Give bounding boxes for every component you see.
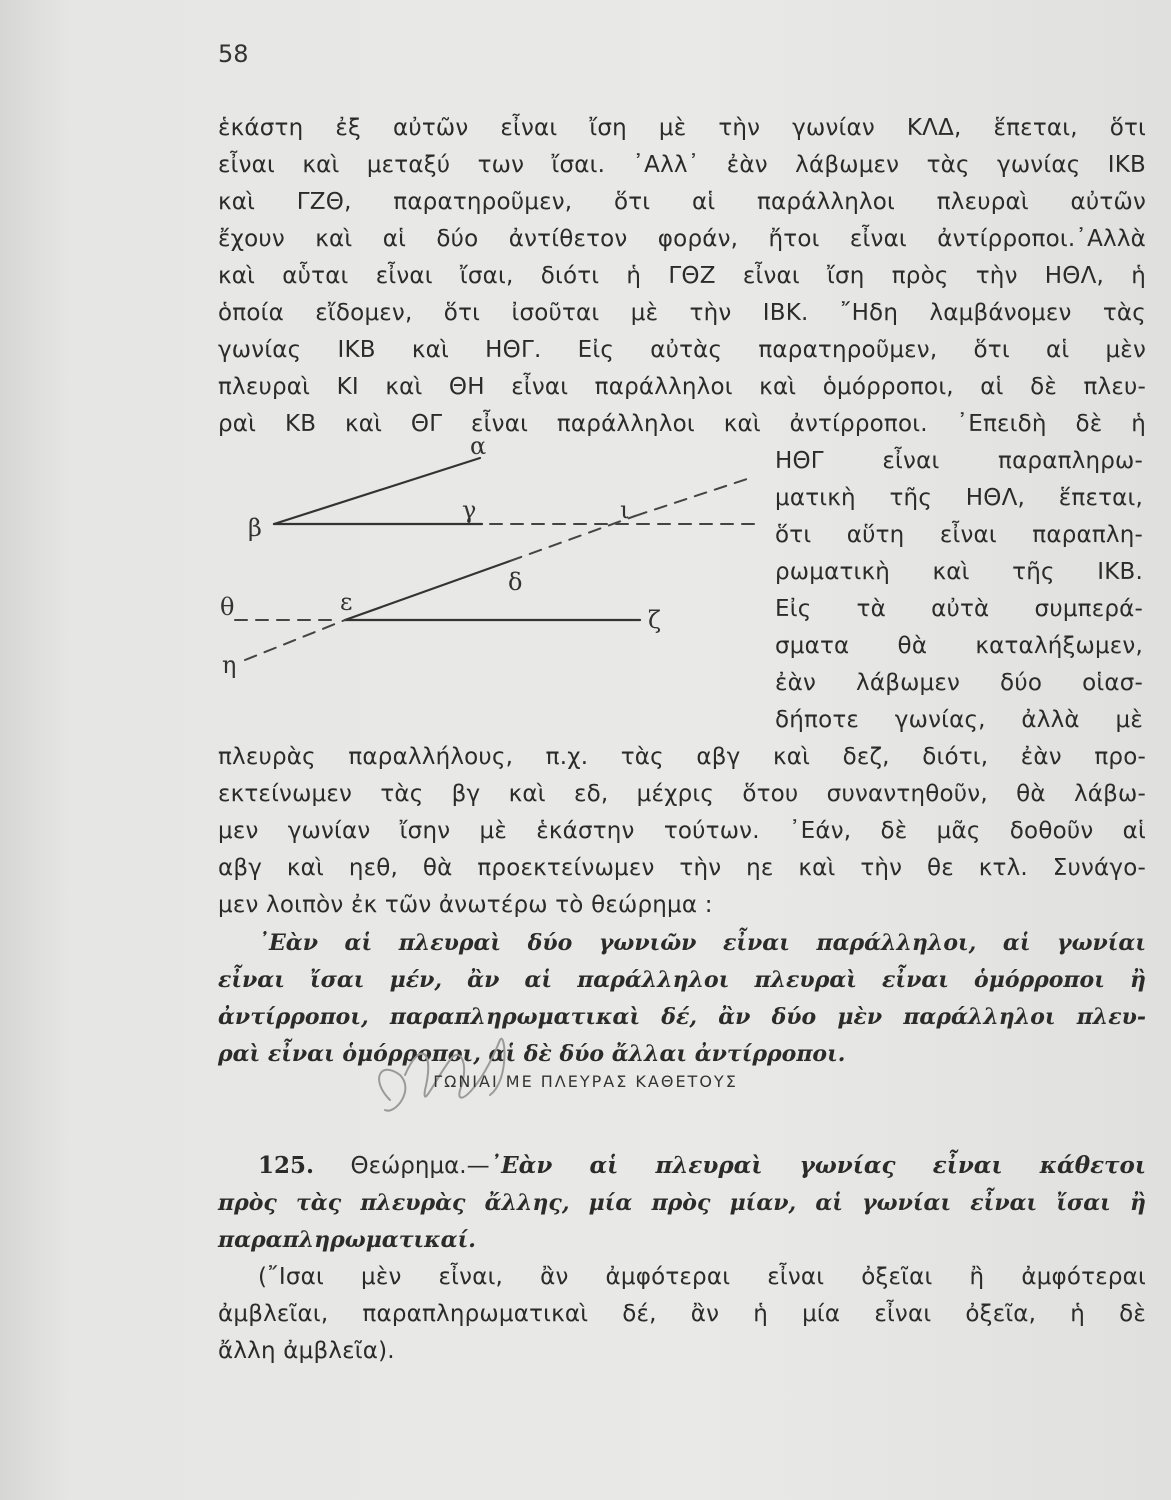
label-eta: η bbox=[222, 651, 237, 679]
extension-iota-dashed bbox=[635, 478, 750, 516]
wrap-line: σματα θὰ καταλήξωμεν, bbox=[775, 633, 1143, 659]
wrap-line: ὅτι αὕτη εἶναι παραπλη- bbox=[775, 522, 1143, 548]
paragraph-line: πλευρὰς παραλλήλους, π.χ. τὰς αβγ καὶ δεζ, διότι, ἐὰν προ- bbox=[218, 744, 1146, 770]
paragraph-line: πλευραὶ ΚΙ καὶ ΘΗ εἶναι παράλληλοι καὶ ὁμόρροποι, αἱ δὲ πλευ- bbox=[218, 374, 1146, 400]
label-theta: θ bbox=[220, 593, 235, 621]
label-gamma: γ bbox=[462, 496, 477, 524]
paragraph-line: εκτείνωμεν τὰς βγ καὶ εδ, μέχρις ὅτου συναντηθοῦν, θὰ λάβω- bbox=[218, 781, 1146, 807]
wrap-line: ρωματικὴ καὶ τῆς ΙΚΒ. bbox=[775, 559, 1143, 585]
parallel-angles-figure bbox=[200, 430, 770, 700]
wrap-line: ματικὴ τῆς ΗΘΛ, ἕπεται, bbox=[775, 485, 1143, 511]
theorem-line: ραὶ εἶναι ὁμόρροποι, αἱ δὲ δύο ἄλλαι ἀντίρροποι. bbox=[218, 1041, 846, 1067]
proposition-line: παραπληρωματικαί. bbox=[218, 1227, 476, 1253]
wrap-line: ΗΘΓ εἶναι παραπληρω- bbox=[775, 448, 1143, 474]
section-title: ΓΩΝΙΑΙ ΜΕ ΠΛΕΥΡΑΣ ΚΑΘΕΤΟΥΣ bbox=[433, 1072, 738, 1091]
paragraph-line: μεν λοιπὸν ἐκ τῶν ἀνωτέρω τὸ θεώρημα : bbox=[218, 892, 713, 918]
proposition-number: 125. bbox=[258, 1152, 315, 1179]
label-beta: β bbox=[248, 514, 262, 542]
paragraph-line: εἶναι καὶ μεταξύ των ἴσαι. ᾿Αλλ᾿ ἐὰν λάβωμεν τὰς γωνίας ΙΚΒ bbox=[218, 152, 1146, 178]
theorem-line: ᾿Εὰν αἱ πλευραὶ δύο γωνιῶν εἶναι παράλληλοι, αἱ γωνίαι bbox=[258, 930, 1146, 956]
label-alpha: α bbox=[470, 432, 487, 460]
paragraph-line: μεν γωνίαν ἴσην μὲ ἑκάστην τούτων. ᾿Εάν, δὲ μᾶς δοθοῦν αἱ bbox=[218, 818, 1146, 844]
theorem-line: ἀντίρροποι, παραπληρωματικαὶ δέ, ἂν δύο μὲν παράλληλοι πλευ- bbox=[218, 1004, 1146, 1030]
extension-delta-dashed bbox=[510, 516, 635, 561]
paragraph-line: ἔχουν καὶ αἱ δύο ἀντίθετον φοράν, ἤτοι εἶναι ἀντίρροποι.᾿Αλλὰ bbox=[218, 226, 1146, 252]
label-delta: δ bbox=[508, 568, 523, 596]
proposition-text: ᾿Εὰν αἱ πλευραὶ γωνίας εἶναι κάθετοι bbox=[489, 1152, 1146, 1179]
paragraph-line: ραὶ ΚΒ καὶ ΘΓ εἶναι παράλληλοι καὶ ἀντίρροποι. ᾿Επειδὴ δὲ ἡ bbox=[218, 411, 1146, 437]
proposition-keyword: Θεώρημα.— bbox=[350, 1153, 490, 1179]
proposition-line bbox=[258, 1152, 1146, 1179]
wrap-line: Εἰς τὰ αὐτὰ συμπερά- bbox=[775, 596, 1143, 622]
page-number: 58 bbox=[218, 40, 249, 68]
ray-eta-dashed bbox=[245, 620, 345, 660]
paragraph-line: γωνίας ΙΚΒ καὶ ΗΘΓ. Εἰς αὐτὰς παρατηροῦμεν, ὅτι αἱ μὲν bbox=[218, 337, 1146, 363]
paragraph-line: ὁποία εἴδομεν, ὅτι ἰσοῦται μὲ τὴν ΙΒΚ. ῎Ηδη λαμβάνομεν τὰς bbox=[218, 300, 1146, 326]
ray-beta-alpha bbox=[274, 458, 480, 524]
note-line: (῎Ισαι μὲν εἶναι, ἂν ἀμφότεραι εἶναι ὀξεῖαι ἢ ἀμφότεραι bbox=[258, 1264, 1146, 1290]
wrap-line: ἐὰν λάβωμεν δύο οἱασ- bbox=[775, 670, 1143, 696]
note-line: ἀμβλεῖαι, παραπληρωματικαὶ δέ, ἂν ἡ μία εἶναι ὀξεῖα, ἡ δὲ bbox=[218, 1301, 1146, 1327]
paragraph-line: αβγ καὶ ηεθ, θὰ προεκτείνωμεν τὴν ηε καὶ τὴν θε κτλ. Συνάγο- bbox=[218, 855, 1146, 881]
ray-epsilon-delta bbox=[345, 561, 510, 620]
theorem-line: εἶναι ἴσαι μέν, ἂν αἱ παράλληλοι πλευραὶ εἶναι ὁμόρροποι ἢ bbox=[218, 967, 1146, 993]
label-epsilon: ε bbox=[340, 588, 353, 616]
label-zeta: ζ bbox=[648, 606, 662, 634]
label-iota: ι bbox=[620, 496, 630, 524]
proposition-line: πρὸς τὰς πλευρὰς ἄλλης, μία πρὸς μίαν, αἱ γωνίαι εἶναι ἴσαι ἢ bbox=[218, 1190, 1146, 1216]
paragraph-line: καὶ αὗται εἶναι ἴσαι, διότι ἡ ΓΘΖ εἶναι ἴση πρὸς τὴν ΗΘΛ, ἡ bbox=[218, 263, 1146, 289]
note-line: ἄλλη ἀμβλεῖα). bbox=[218, 1338, 395, 1364]
paragraph-line: ἑκάστη ἐξ αὐτῶν εἶναι ἴση μὲ τὴν γωνίαν ΚΛΔ, ἕπεται, ὅτι bbox=[218, 115, 1146, 141]
wrap-line: δήποτε γωνίας, ἀλλὰ μὲ bbox=[775, 707, 1143, 733]
paragraph-line: καὶ ΓΖΘ, παρατηροῦμεν, ὅτι αἱ παράλληλοι πλευραὶ αὐτῶν bbox=[218, 189, 1146, 215]
